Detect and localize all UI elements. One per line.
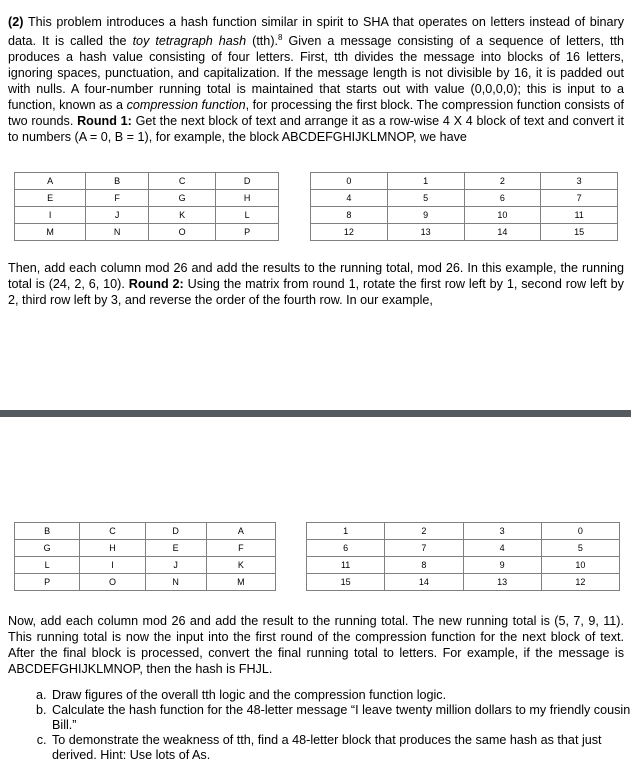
table-row [311, 173, 618, 190]
table-row [307, 574, 620, 591]
intro-text-1: This problem introduces a hash function similar in spirit to SHA that operates on letters instead of binary data. It is called the [8, 15, 624, 49]
table-row [311, 207, 618, 224]
table-cell: H [216, 190, 279, 207]
table-cell: M [15, 224, 86, 241]
table-cell: 3 [463, 523, 541, 540]
middle-text-1: Then, add each column mod 26 and add the results to the running total, mod 26. In this example, the running total is (24, 2, 6, 10). [8, 261, 624, 291]
table-cell: 2 [464, 173, 541, 190]
table-cell: 12 [541, 574, 619, 591]
intro-text-2: (tth). [246, 34, 279, 49]
table-cell: J [145, 557, 206, 574]
question-parts [30, 688, 631, 763]
table-cell: 1 [307, 523, 385, 540]
table-cell: 7 [541, 190, 618, 207]
middle-text-2: Using the matrix from round 1, rotate the first row left by 1, second row left by 2, third row left by 3, and reverse the order of the fourth row. In our example, [8, 277, 624, 307]
table-row [15, 574, 276, 591]
closing-paragraph: Now, add each column mod 26 and add the result to the running total. The new running total is (5, 7, 9, 11). This running total is now the input into the first round of the compression function for the next block of text. After the final block is processed, convert the final running total to letters. For example, if the message is ABCDEFGHIJKLMNOP, then the hash is FHJL. [8, 614, 624, 676]
table-cell: 6 [464, 190, 541, 207]
table-cell: 14 [464, 224, 541, 241]
table-row [15, 540, 276, 557]
table-row [15, 224, 279, 241]
table-cell: C [149, 173, 216, 190]
table-cell: 13 [463, 574, 541, 591]
table-row [15, 173, 279, 190]
table-cell: 13 [387, 224, 464, 241]
part-c: c. To demonstrate the weakness of tth, find a 48-letter block that produces the same hash as that just derived. Hint: Use lots of As. [50, 733, 631, 763]
table-cell: H [80, 540, 145, 557]
table-cell: 8 [385, 557, 463, 574]
table-cell: 3 [541, 173, 618, 190]
table-cell: O [149, 224, 216, 241]
table-cell: 0 [311, 173, 388, 190]
table-cell: G [15, 540, 80, 557]
table-cell: N [145, 574, 206, 591]
intro-text-4: , for processing the first block. The compression function consists of two rounds. [8, 98, 624, 129]
table2-letters [14, 522, 276, 591]
table-cell: E [145, 540, 206, 557]
table-cell: F [86, 190, 149, 207]
part-a: a. Draw figures of the overall tth logic and the compression function logic. [50, 688, 631, 703]
table-cell: 9 [463, 557, 541, 574]
table-cell: 12 [311, 224, 388, 241]
table-row [311, 224, 618, 241]
table-row [15, 557, 276, 574]
table-cell: D [145, 523, 206, 540]
table-cell: 8 [311, 207, 388, 224]
table-cell: 6 [307, 540, 385, 557]
round2-label: Round 2: [128, 277, 184, 291]
table-cell: 11 [307, 557, 385, 574]
table1-letters [14, 172, 279, 241]
table-cell: P [216, 224, 279, 241]
table-cell: 9 [387, 207, 464, 224]
table-cell: 11 [541, 207, 618, 224]
table-row [15, 190, 279, 207]
round1-label: Round 1: [77, 114, 132, 129]
table-cell: B [15, 523, 80, 540]
table-cell: 14 [385, 574, 463, 591]
table-cell: P [15, 574, 80, 591]
table-row [15, 207, 279, 224]
table-cell: A [206, 523, 275, 540]
intro-paragraph [8, 14, 624, 145]
table-cell: 10 [464, 207, 541, 224]
section-divider [0, 410, 631, 417]
table-cell: J [86, 207, 149, 224]
table-row [307, 540, 620, 557]
table-cell: I [15, 207, 86, 224]
table-cell: 5 [541, 540, 619, 557]
table-cell: E [15, 190, 86, 207]
table-row [307, 523, 620, 540]
middle-paragraph [8, 260, 624, 308]
table-cell: 10 [541, 557, 619, 574]
table-cell: 2 [385, 523, 463, 540]
table-cell: G [149, 190, 216, 207]
table-cell: 1 [387, 173, 464, 190]
table-cell: K [206, 557, 275, 574]
table1-numbers [310, 172, 618, 241]
table-cell: F [206, 540, 275, 557]
footnote-marker: 8 [278, 33, 283, 42]
table-cell: O [80, 574, 145, 591]
table-cell: D [216, 173, 279, 190]
part-b: b. Calculate the hash function for the 48-letter message “I leave twenty million dollars to my friendly cousin Bill.” [50, 703, 631, 733]
table-cell: 4 [463, 540, 541, 557]
table-row [15, 523, 276, 540]
table-cell: K [149, 207, 216, 224]
table-cell: C [80, 523, 145, 540]
table-cell: 15 [541, 224, 618, 241]
table-cell: 5 [387, 190, 464, 207]
table-cell: L [15, 557, 80, 574]
table-cell: 15 [307, 574, 385, 591]
table-cell: L [216, 207, 279, 224]
table-cell: B [86, 173, 149, 190]
toy-hash-name: toy tetragraph hash [132, 34, 247, 49]
intro-text-3: Given a message consisting of a sequence of letters, tth produces a hash value consisting of four letters. First, tth divides the message into blocks of 16 letters, ignoring spaces, punctuation, and capitalization. If the message length is not divisible by 16, it is padded out with nulls. A four-number running total is maintained that starts out with value (0,0,0,0); this is input to a function, known as a [8, 34, 624, 113]
table-cell: 4 [311, 190, 388, 207]
table-cell: M [206, 574, 275, 591]
table-cell: N [86, 224, 149, 241]
problem-number: (2) [8, 15, 28, 29]
intro-text-5: Get the next block of text and arrange it as a row-wise 4 X 4 block of text and convert it to numbers (A = 0, B = 1), for example, the block ABCDEFGHIJKLMNOP, we have [8, 114, 624, 145]
table-cell: 7 [385, 540, 463, 557]
table2-numbers [306, 522, 620, 591]
table-row [311, 190, 618, 207]
table-row [307, 557, 620, 574]
table-cell: I [80, 557, 145, 574]
table-cell: A [15, 173, 86, 190]
compression-function-term: compression function [126, 98, 246, 113]
table-cell: 0 [541, 523, 619, 540]
